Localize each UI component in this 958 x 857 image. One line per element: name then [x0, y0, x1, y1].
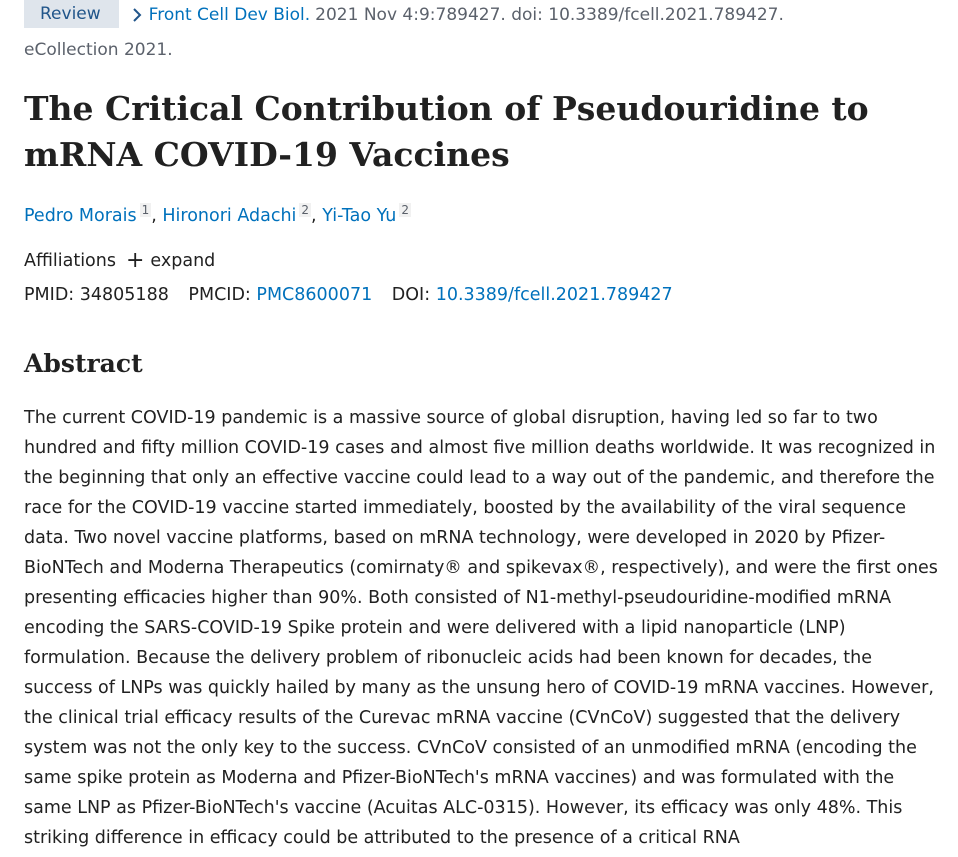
- pmid-label: PMID:: [24, 285, 75, 305]
- affiliation-ref[interactable]: 2: [301, 203, 310, 217]
- author-link[interactable]: Hironori Adachi: [162, 206, 297, 226]
- journal-link[interactable]: Front Cell Dev Biol.: [148, 5, 311, 25]
- affiliation-ref[interactable]: 1: [141, 203, 150, 217]
- doi-label: DOI:: [391, 285, 431, 305]
- plus-icon: +: [125, 248, 145, 273]
- ecollection-text: eCollection 2021.: [24, 40, 173, 60]
- identifiers-row: [24, 285, 673, 305]
- abstract-text: The current COVID-19 pandemic is a massive source of global disruption, having led so far to two hundred and fifty million COVID-19 cases and almost five million deaths worldwide. It was recognized in the beginning that only an effective vaccine could lead to a way out of the pandemic, and therefore the race for the COVID-19 vaccine started immediately, boosted by the availability of the viral sequence data. Two novel vaccine platforms, based on mRNA technology, were developed in 2020 by Pfizer-BioNTech and Moderna Therapeutics (comirnaty® and spikevax®, respectively), and were the first ones presenting efficacies higher than 90%. Both consisted of N1-methyl-pseudouridine-modified mRNA encoding the SARS-COVID-19 Spike protein and were delivered with a lipid nanoparticle (LNP) formulation. Because the delivery problem of ribonucleic acids had been known for decades, the success of LNPs was quickly hailed by many as the unsung hero of COVID-19 mRNA vaccines. However, the clinical trial efficacy results of the Curevac mRNA vaccine (CVnCoV) suggested that the delivery system was not the only key to the success. CVnCoV consisted of an unmodified mRNA (encoding the same spike protein as Moderna and Pfizer-BioNTech's mRNA vaccines) and was formulated with the same LNP as Pfizer-BioNTech's vaccine (Acuitas ALC-0315). However, its efficacy was only 48%. This striking difference in efficacy could be attributed to the presence of a critical RNA: [24, 408, 938, 848]
- pmcid-link[interactable]: PMC8600071: [256, 285, 373, 305]
- citation-text: 2021 Nov 4:9:789427. doi: 10.3389/fcell.2021.789427.: [315, 5, 784, 25]
- authors-list: [24, 203, 411, 226]
- author-link[interactable]: Yi-Tao Yu: [322, 206, 397, 226]
- author-link[interactable]: Pedro Morais: [24, 206, 137, 226]
- pmid-value: 34805188: [79, 285, 169, 305]
- abstract-heading: Abstract: [24, 349, 143, 378]
- expand-affiliations-button[interactable]: [126, 250, 215, 272]
- doi-link[interactable]: 10.3389/fcell.2021.789427: [435, 285, 673, 305]
- pmcid-label: PMCID:: [188, 285, 251, 305]
- citation-line: [24, 0, 784, 30]
- affiliations-row: [24, 250, 215, 272]
- affiliation-ref[interactable]: 2: [401, 203, 410, 217]
- review-badge: Review: [24, 0, 119, 28]
- article-title: The Critical Contribution of Pseudouridine to mRNA COVID-19 Vaccines: [24, 89, 869, 174]
- affiliations-label: Affiliations: [24, 251, 116, 271]
- chevron-right-icon: [131, 8, 143, 22]
- separator: ,: [151, 206, 163, 226]
- separator: ,: [311, 206, 323, 226]
- expand-label: expand: [150, 251, 216, 271]
